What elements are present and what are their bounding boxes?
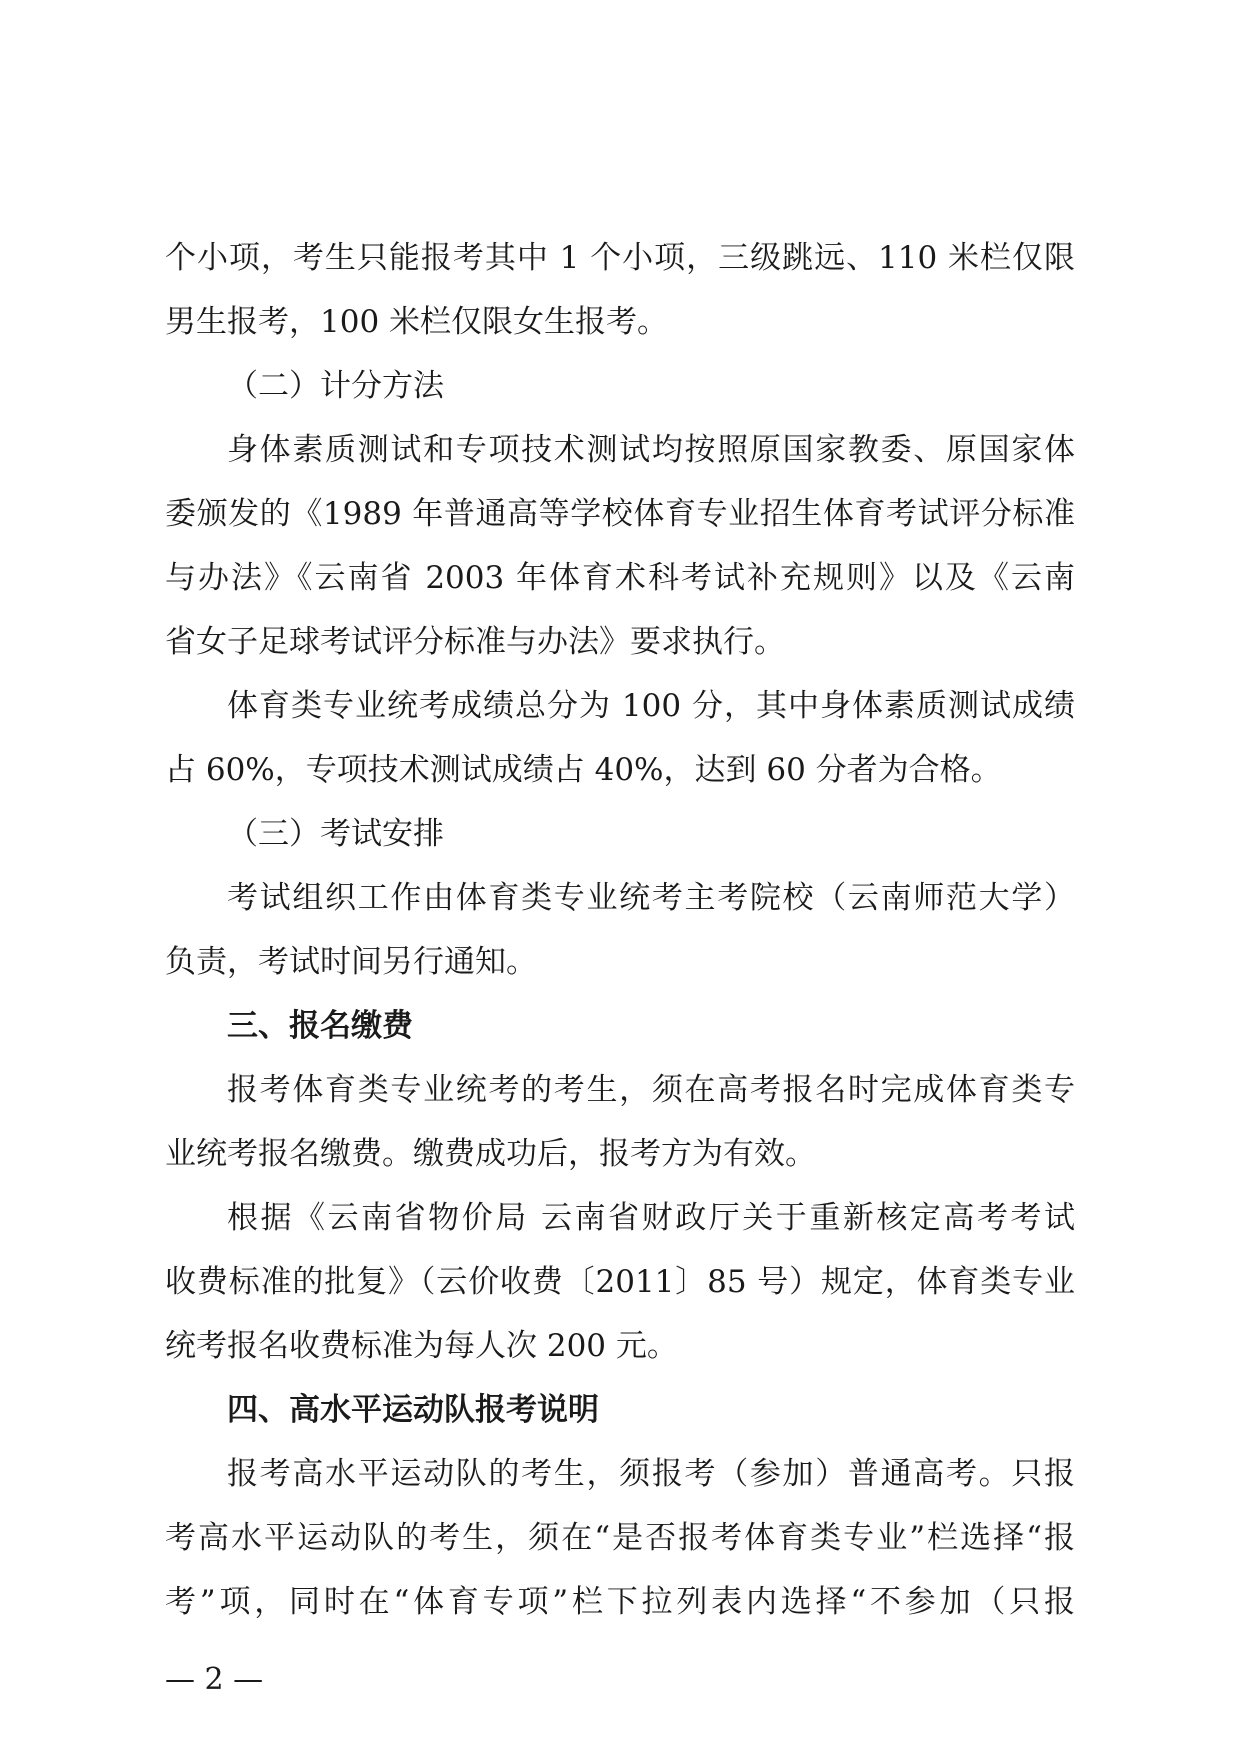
paragraph-line: 根据《云南省物价局 云南省财政厅关于重新核定高考考试 xyxy=(227,1200,1075,1236)
paragraph-line: 报考体育类专业统考的考生，须在高考报名时完成体育类专 xyxy=(227,1072,1075,1108)
section-heading: 四、高水平运动队报考说明 xyxy=(227,1392,599,1428)
paragraph-line: 考”项，同时在“体育专项”栏下拉列表内选择“不参加（只报 xyxy=(165,1584,1075,1620)
paragraph-line: 统考报名收费标准为每人次 200 元。 xyxy=(165,1328,678,1364)
paragraph-line: 省女子足球考试评分标准与办法》要求执行。 xyxy=(165,624,785,660)
paragraph-line: 考高水平运动队的考生，须在“是否报考体育类专业”栏选择“报 xyxy=(165,1520,1075,1556)
paragraph-line: 负责，考试时间另行通知。 xyxy=(165,944,537,980)
paragraph-line: 个小项，考生只能报考其中 1 个小项，三级跳远、110 米栏仅限 xyxy=(165,240,1075,276)
section-heading: 三、报名缴费 xyxy=(227,1008,413,1044)
paragraph-line: 收费标准的批复》（云价收费〔2011〕85 号）规定，体育类专业 xyxy=(165,1264,1075,1300)
paragraph-line: 报考高水平运动队的考生，须报考（参加）普通高考。只报 xyxy=(227,1456,1075,1492)
section-subheading: （三）考试安排 xyxy=(227,816,444,852)
paragraph-line: 与办法》《云南省 2003 年体育术科考试补充规则》以及《云南 xyxy=(165,560,1075,596)
paragraph-line: 男生报考，100 米栏仅限女生报考。 xyxy=(165,304,669,340)
paragraph-line: 委颁发的《1989 年普通高等学校体育专业招生体育考试评分标准 xyxy=(165,496,1075,532)
paragraph-line: 考试组织工作由体育类专业统考主考院校（云南师范大学） xyxy=(227,880,1075,916)
paragraph-line: 业统考报名缴费。缴费成功后，报考方为有效。 xyxy=(165,1136,816,1172)
paragraph-line: 占 60%，专项技术测试成绩占 40%，达到 60 分者为合格。 xyxy=(165,752,1002,788)
document-body xyxy=(165,226,1075,1634)
paragraph-line: 体育类专业统考成绩总分为 100 分，其中身体素质测试成绩 xyxy=(227,688,1075,724)
section-subheading: （二）计分方法 xyxy=(227,368,444,404)
page-number: — 2 — xyxy=(165,1662,264,1697)
paragraph-line: 身体素质测试和专项技术测试均按照原国家教委、原国家体 xyxy=(227,432,1075,468)
